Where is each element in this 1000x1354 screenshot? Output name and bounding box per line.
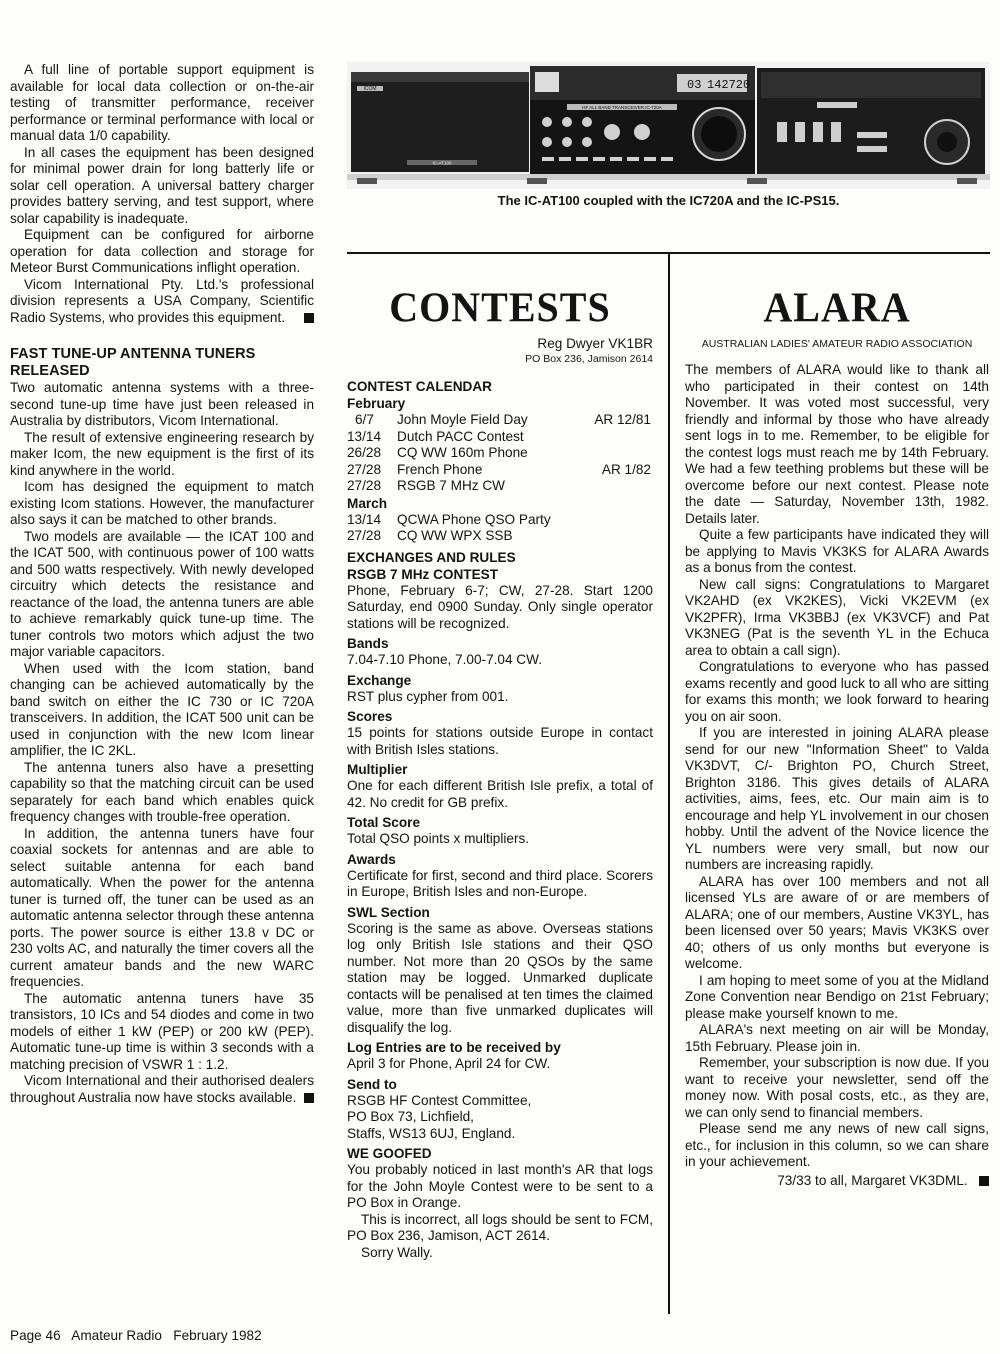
article-para: In addition, the antenna tuners have four coaxial sockets for antennas and are able to select suitable antenna for each band automatically. When the power for the antenna tuner is turned off, the tuner can be used as an automatic antenna selector through these antenna ports. The power source is either 13.8 v DC or 230 volts AC, and naturally the timer covers all the current amateur bands and the new WARC frequencies. <box>10 825 314 989</box>
alara-para: Please send me any news of new call signs, etc., for inclusion in this column, so we can share in your achievement. <box>685 1121 989 1169</box>
alara-signoff <box>685 1173 989 1190</box>
february-events <box>347 412 653 495</box>
article-para: Two models are available — the ICAT 100 and the ICAT 500, with continuous power of 100 watts and 500 watts respectively. With newly developed circuitry which detects the resistance and reactance of the load, the antenna tuners are able to achieve remarkably quick tune-up time. The tuner controls two motors which adjust the two major variable capacitors. <box>10 528 314 659</box>
article-para: Icom has designed the equipment to match existing Icom stations. However, the manufacturer also says it can be matched to other brands. <box>10 479 314 527</box>
alara-para: Remember, your subscription is now due. If you want to receive your newsletter, send off the money now. With posal costs, etc., as they are, we can only send to financial members. <box>685 1055 989 1120</box>
section-text: April 3 for Phone, April 24 for CW. <box>347 1056 551 1071</box>
event-name: French Phone <box>397 461 483 477</box>
section-text: One for each different British Isle prefix, a total of 42. No credit for GB prefix. <box>347 778 653 810</box>
photo-display-freq: 142720 <box>707 78 751 92</box>
contests-author: Reg Dwyer VK1BR <box>537 336 653 351</box>
event-dates: 13/14 <box>347 428 382 444</box>
rules-intro: Phone, February 6-7; CW, 27-28. Start 1200 Saturday, end 0900 Sunday. Only single operator stations will be recognized. <box>347 582 653 631</box>
alara-para: ALARA has over 100 members and not all licensed YLs are aware of or are members of ALARA; one of our members, Austine VK3YL, has been licensed over 50 years; Mavis VK3KS over 40; others of us only months but everyone is welcome. <box>685 873 989 971</box>
footer-publication: Amateur Radio <box>71 1328 162 1343</box>
send-to-line: PO Box 73, Lichfield, <box>347 1109 474 1124</box>
section-text: 15 points for stations outside Europe in contact with British Isles stations. <box>347 725 653 757</box>
alara-para: If you are interested in joining ALARA please send for our new "Information Sheet" to Valda VK3DVT, C/- Brighton PO, Church Street, Brighton 3186. This gives details of ALARA activities, aims, fees, etc. Our main aim is to encourage and help YL involvement in our chosen hobby. Until the advent of the Novice licence the YL numbers were very small, but now our numbers are increasing rapidly. <box>685 725 989 872</box>
end-mark-icon <box>304 313 314 323</box>
intro-para <box>10 277 314 327</box>
event-dates: 27/28 <box>347 478 382 493</box>
end-mark-icon <box>979 1176 989 1186</box>
goofed-para: This is incorrect, all logs should be sent to FCM, PO Box 236, Jamison, ACT 2614. <box>347 1211 653 1243</box>
page-footer <box>10 1328 262 1343</box>
send-to-title: Send to <box>347 1076 397 1092</box>
calendar-heading: CONTEST CALENDAR <box>347 379 492 394</box>
equipment-photo-drawing <box>347 62 990 189</box>
photo-label-tuner: IC-AT100 <box>432 160 452 166</box>
goofed-para: Sorry Wally. <box>361 1244 433 1260</box>
event-name: QCWA Phone QSO Party <box>397 511 551 527</box>
march-events <box>347 512 653 545</box>
left-column <box>10 62 314 1106</box>
event-ref <box>651 528 653 545</box>
alara-para: Congratulations to everyone who has passed exams recently and good luck to all who are sitting for exams this month; we look forward to hearing you on air soon. <box>685 659 989 724</box>
photo-label-center: HF ALL BAND TRANSCEIVER IC-720A <box>582 105 662 110</box>
alara-para: The members of ALARA would like to thank all who participated in their contest on 14th November. It was voted most successful, very friendly and informal by those who have already sent logs in to me. Remember, to be eligible for the contest logs must reach me by 14th February. We had a few teething problems but these will be overcome before our next contest. Please note the date — Saturday, November 13th, 1982. Details later. <box>685 362 989 526</box>
event-ref <box>651 512 653 529</box>
alara-para: Quite a few participants have indicated they will be applying to Mavis VK3KS for ALARA Awards as a bonus from the contest. <box>685 527 989 575</box>
section-text: RST plus cypher from 001. <box>347 688 509 704</box>
footer-date: February 1982 <box>173 1328 262 1343</box>
section-text: 7.04-7.10 Phone, 7.00-7.04 CW. <box>347 652 542 667</box>
alara-column <box>685 283 989 1189</box>
article-para: The automatic antenna tuners have 35 transistors, 10 ICs and 54 diodes and come in two models of either 1 kW (PEP) or 200 kW (PEP). Automatic tune-up time is within 3 seconds with a matching precision of VSWR 1 : 1.2. <box>10 990 314 1072</box>
event-name: CQ WW WPX SSB <box>397 528 513 543</box>
event-name: Dutch PACC Contest <box>397 428 524 444</box>
section-title: Multiplier <box>347 762 408 777</box>
send-to-line: Staffs, WS13 6UJ, England. <box>347 1125 516 1141</box>
contests-address: PO Box 236, Jamison 2614 <box>525 353 653 365</box>
event-ref <box>594 429 653 446</box>
alara-subtitle: AUSTRALIAN LADIES' AMATEUR RADIO ASSOCIATION <box>701 338 973 350</box>
article-heading: FAST TUNE-UP ANTENNA TUNERS RELEASED <box>10 346 256 379</box>
article-para: The result of extensive engineering research by maker Icom, the new equipment is the first of its kind anywhere in the world. <box>10 429 314 478</box>
footer-page: Page 46 <box>10 1328 61 1343</box>
alara-title: ALARA <box>763 283 911 332</box>
alara-signoff-text: 73/33 to all, Margaret VK3DML. <box>777 1172 968 1188</box>
rules-heading: EXCHANGES AND RULES <box>347 549 516 565</box>
intro-para-text: Vicom International Pty. Ltd.'s professional division represents a USA Company, Scientific Radio Systems, who provides this equipment. <box>10 276 314 325</box>
article-para: When used with the Icom station, band changing can be achieved automatically by the band switch on either the IC 730 or IC 720A transceivers. In addition, the ICAT 500 unit can be used in conjunction with the new Icom linear amplifier, the IC 2KL. <box>10 660 314 758</box>
event-dates: 27/28 <box>347 461 382 477</box>
event-ref: AR 12/81 <box>594 412 651 427</box>
photo-caption: The IC-AT100 coupled with the IC720A and the IC-PS15. <box>497 193 840 208</box>
intro-para: Equipment can be configured for airborne operation for data collection and storage for Meteor Burst Communications inflight operation. <box>10 227 314 275</box>
month-march: March <box>347 495 388 511</box>
article-para: The antenna tuners also have a presetting capability so that the matching circuit can be used separately for each band which enables quick frequency changes with trouble-free operation. <box>10 759 314 824</box>
event-dates: 13/14 <box>347 511 382 527</box>
event-ref: AR 1/82 <box>601 461 651 477</box>
event-ref <box>594 445 653 462</box>
intro-para: A full line of portable support equipment is available for local data collection or on-the-air testing of transmitter performance, receiver performance or terminal performance with local or manual data 1/0 capability. <box>10 62 314 143</box>
alara-para: I am hoping to meet some of you at the Midland Zone Convention near Bendigo on 21st February; please make yourself known to me. <box>685 972 989 1021</box>
section-text: Total QSO points x multipliers. <box>347 831 530 846</box>
end-mark-icon <box>304 1093 314 1103</box>
section-title: Log Entries are to be received by <box>347 1040 561 1055</box>
section-title: Scores <box>347 709 393 724</box>
month-february: February <box>347 396 406 411</box>
section-title: Total Score <box>347 815 421 830</box>
goofed-title: WE GOOFED <box>347 1146 432 1161</box>
section-text: Scoring is the same as above. Overseas stations log only British Isle stations and their QSO number. Not more than 20 QSOs by the same station may be logged. Unmarked duplicate contacts will be penalised at ten times the claimed value, more than five unmarked duplicates will disqualify the log. <box>347 920 653 1035</box>
section-title: SWL Section <box>347 904 430 920</box>
photo-label-left: ICOM <box>363 86 377 92</box>
contests-title: CONTESTS <box>389 283 611 332</box>
rules-subheading: RSGB 7 MHz CONTEST <box>347 566 499 582</box>
photo-display-prefix: 03 <box>687 78 702 92</box>
intro-para: In all cases the equipment has been designed for minimal power drain for long batterly life or solar cell operation. A universal battery charger provides battery serving, and test support, where solar capability is inadequate. <box>10 144 314 226</box>
event-name: John Moyle Field Day <box>397 412 528 427</box>
event-name: RSGB 7 MHz CW <box>397 478 505 493</box>
send-to-line: RSGB HF Contest Committee, <box>347 1092 532 1108</box>
article-para <box>10 1073 314 1106</box>
column-divider <box>668 252 670 1314</box>
section-text: Certificate for first, second and third place. Scorers in Europe, British Isles and non-Europe. <box>347 867 653 899</box>
goofed-para: You probably noticed in last month's AR that logs for the John Moyle Contest were to be sent to a PO Box in Orange. <box>347 1162 653 1210</box>
event-dates: 27/28 <box>347 528 382 543</box>
section-title: Exchange <box>347 672 412 688</box>
section-title: Awards <box>347 851 396 867</box>
article-para-text: Vicom International and their authorised dealers throughout Australia now have stocks available. <box>10 1073 314 1105</box>
alara-para: ALARA's next meeting on air will be Monday, 15th February. Please join in. <box>685 1022 989 1054</box>
section-title: Bands <box>347 636 389 651</box>
event-dates: 26/28 <box>347 445 382 460</box>
contests-column <box>347 283 653 1261</box>
article-para: Two automatic antenna systems with a three-second tune-up time have just been released in Australia by distributors, Vicom International. <box>10 380 314 428</box>
event-ref <box>594 478 653 495</box>
equipment-photo <box>347 62 990 189</box>
alara-para: New call signs: Congratulations to Margaret VK2AHD (ex VK2KES), Vicki VK2EVM (ex VK2PFR), Irma VK3BBJ (ex VK3VCF) and Pat VK3NEG (Pat is the seventh YL in the Echuca area to obtain a call sign). <box>685 576 989 658</box>
event-dates: 6/7 <box>355 412 374 427</box>
event-name: CQ WW 160m Phone <box>397 445 528 460</box>
